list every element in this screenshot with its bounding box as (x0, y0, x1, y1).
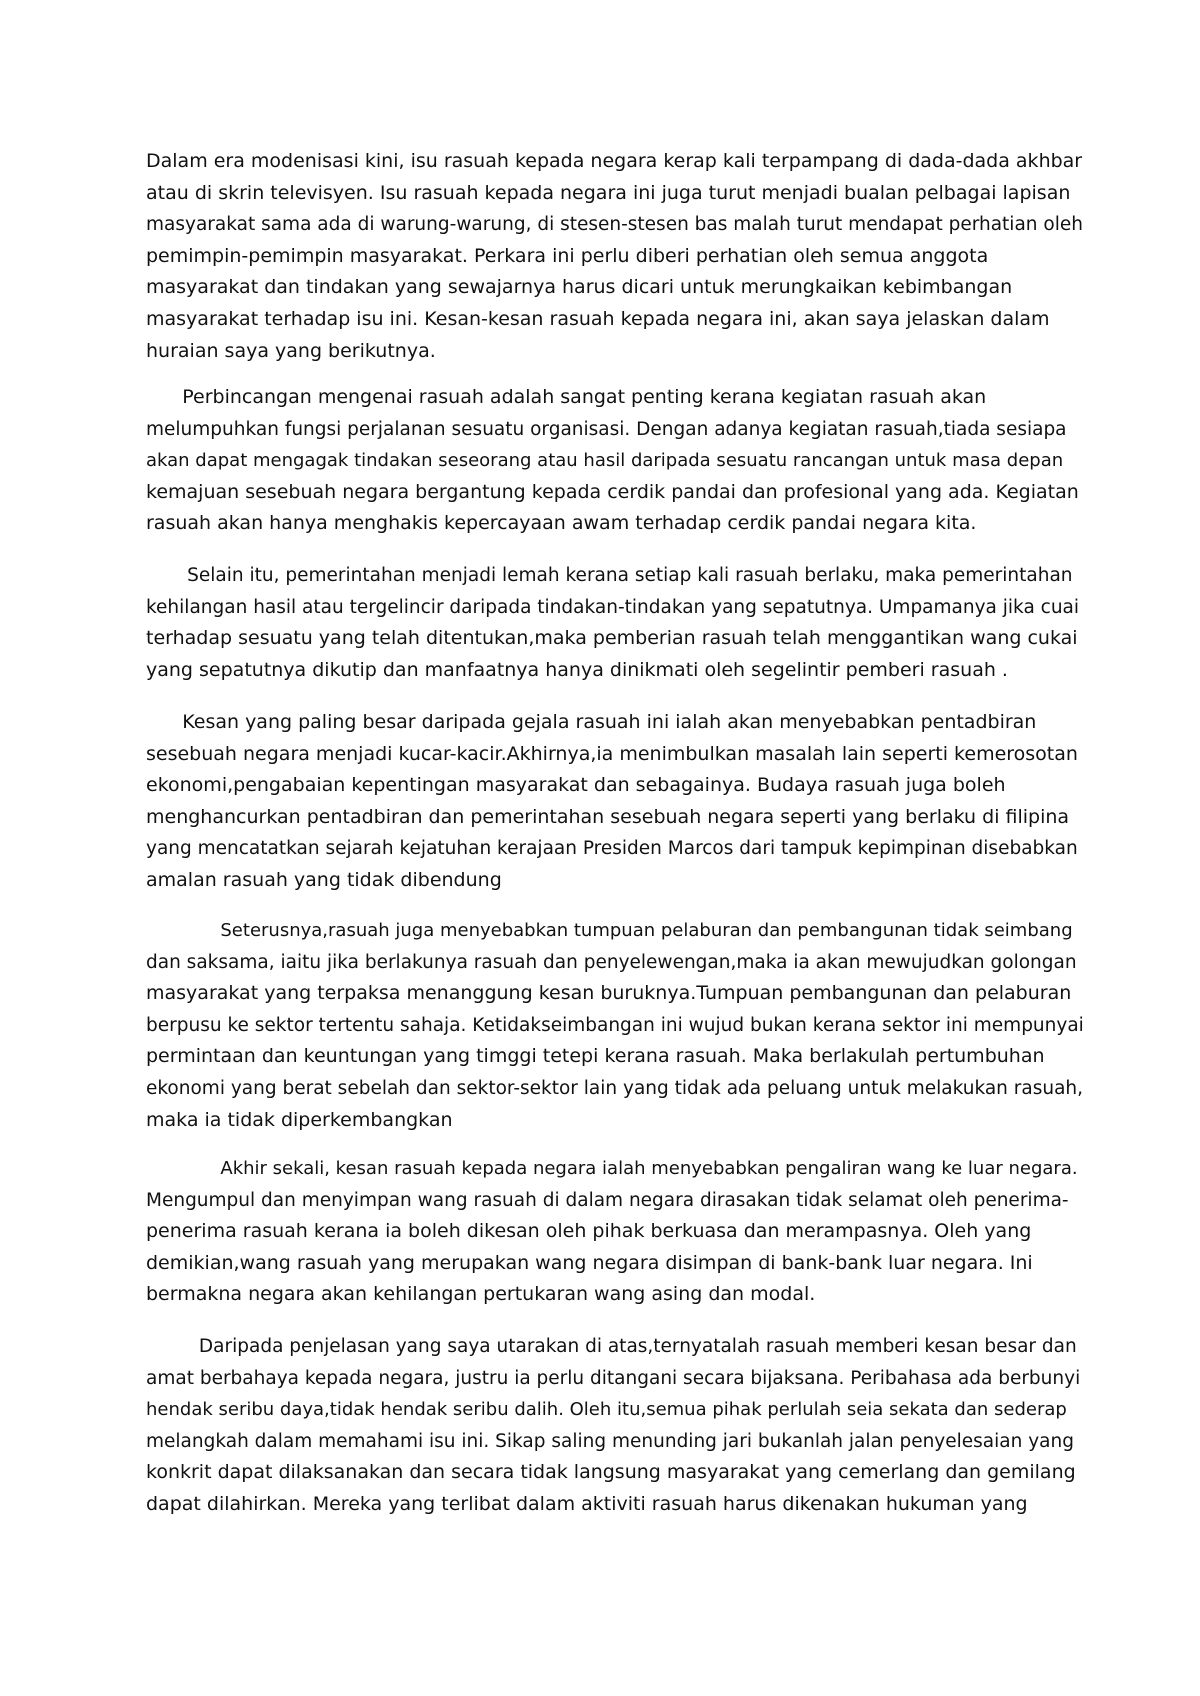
text-line: Mengumpul dan menyimpan wang rasuah di dalam negara dirasakan tidak selamat oleh penerima- (146, 1189, 1069, 1211)
text-line: kemajuan sesebuah negara bergantung kepada cerdik pandai dan profesional yang ada. Kegiatan (146, 480, 1079, 503)
text-line: kehilangan hasil atau tergelincir daripada tindakan-tindakan yang sepatutnya. Umpamanya jika cuai (146, 596, 1080, 618)
text-line: Perbincangan mengenai rasuah adalah sangat penting kerana kegiatan rasuah akan (146, 386, 987, 408)
text-line: konkrit dapat dilaksanakan dan secara tidak langsung masyarakat yang cemerlang dan gemilang (146, 1461, 1076, 1484)
text-line: amat berbahaya kepada negara, justru ia perlu ditangani secara bijaksana. Peribahasa ada berbunyi (146, 1367, 1081, 1389)
text-line: masyarakat terhadap isu ini. Kesan-kesan rasuah kepada negara ini, akan saya jelaskan dalam (146, 307, 1050, 330)
text-line: sesebuah negara menjadi kucar-kacir.Akhirnya,ia menimbulkan masalah lain seperti kemerosotan (146, 742, 1078, 765)
paragraph-government (146, 560, 1086, 686)
text-line: masyarakat sama ada di warung-warung, di stesen-stesen bas malah turut mendapat perhatian oleh (146, 214, 1083, 236)
text-line: berpusu ke sektor tertentu sahaja. Ketidakseimbangan ini wujud bukan kerana sektor ini mempunyai (146, 1014, 1084, 1036)
text-line: masyarakat yang terpaksa menanggung kesan buruknya.Tumpuan pembangunan dan pelaburan (146, 982, 1072, 1005)
text-line: amalan rasuah yang tidak dibendung (146, 868, 502, 891)
paragraph-intro (146, 146, 1086, 367)
paragraph-conclusion (146, 1331, 1086, 1521)
text-line: ekonomi,pengabaian kepentingan masyarakat dan sebagainya. Budaya rasuah juga boleh (146, 774, 1006, 797)
text-line: dan saksama, iaitu jika berlakunya rasuah dan penyelewengan,maka ia akan mewujudkan golongan (146, 951, 1077, 973)
text-line: Dalam era modenisasi kini, isu rasuah kepada negara kerap kali terpampang di dada-dada akhbar (146, 150, 1083, 172)
text-line: rasuah akan hanya menghakis kepercayaan awam terhadap cerdik pandai negara kita. (146, 512, 977, 535)
text-line: melumpuhkan fungsi perjalanan sesuatu organisasi. Dengan adanya kegiatan rasuah,tiada sesiapa (146, 418, 1067, 440)
text-line: yang sepatutnya dikutip dan manfaatnya hanya dinikmati oleh segelintir pemberi rasuah . (146, 658, 1008, 681)
text-line: akan dapat mengagak tindakan seseorang atau hasil daripada sesuatu rancangan untuk masa depan (146, 450, 1064, 472)
text-line: ekonomi yang berat sebelah dan sektor-sektor lain yang tidak ada peluang untuk melakukan rasuah, (146, 1077, 1084, 1099)
paragraph-administration (146, 707, 1086, 897)
text-line: Seterusnya,rasuah juga menyebabkan tumpuan pelaburan dan pembangunan tidak seimbang (146, 920, 1073, 941)
text-line: maka ia tidak diperkembangkan (146, 1108, 453, 1131)
text-line: atau di skrin televisyen. Isu rasuah kepada negara ini juga turut menjadi bualan pelbagai lapisan (146, 181, 1071, 204)
text-line: demikian,wang rasuah yang merupakan wang negara disimpan di bank-bank luar negara. Ini (146, 1251, 1033, 1274)
text-line: Selain itu, pemerintahan menjadi lemah kerana setiap kali rasuah berlaku, maka pemerintahan (146, 565, 1073, 586)
text-line: hendak seribu daya,tidak hendak seribu dalih. Oleh itu,semua pihak perlulah seia sekata dan sederap (146, 1399, 1067, 1421)
text-line: pemimpin-pemimpin masyarakat. Perkara ini perlu diberi perhatian oleh semua anggota (146, 244, 989, 267)
text-line: permintaan dan keuntungan yang timggi tetepi kerana rasuah. Maka berlakulah pertumbuhan (146, 1045, 1045, 1068)
text-line: Kesan yang paling besar daripada gejala rasuah ini ialah akan menyebabkan pentadbiran (146, 711, 1037, 733)
paragraph-investment (146, 915, 1086, 1136)
text-line: bermakna negara akan kehilangan pertukaran wang asing dan modal. (146, 1283, 816, 1306)
text-line: yang mencatatkan sejarah kejatuhan kerajaan Presiden Marcos dari tampuk kepimpinan disebabkan (146, 838, 1078, 860)
paragraph-importance (146, 382, 1086, 540)
text-line: masyarakat dan tindakan yang sewajarnya harus dicari untuk merungkaikan kebimbangan (146, 276, 1013, 299)
text-line: terhadap sesuatu yang telah ditentukan,maka pemberian rasuah telah menggantikan wang cukai (146, 627, 1078, 650)
text-line: melangkah dalam memahami isu ini. Sikap saling menunding jari bukanlah jalan penyelesaian yang (146, 1430, 1074, 1452)
text-line: Daripada penjelasan yang saya utarakan di atas,ternyatalah rasuah memberi kesan besar dan (146, 1336, 1077, 1357)
paragraph-capital-outflow (146, 1153, 1086, 1311)
text-line: Akhir sekali, kesan rasuah kepada negara ialah menyebabkan pengaliran wang ke luar negara. (146, 1158, 1078, 1179)
text-line: penerima rasuah kerana ia boleh dikesan oleh pihak berkuasa dan merampasnya. Oleh yang (146, 1220, 1032, 1243)
text-line: menghancurkan pentadbiran dan pemerintahan sesebuah negara seperti yang berlaku di filipina (146, 805, 1070, 828)
text-line: dapat dilahirkan. Mereka yang terlibat dalam aktiviti rasuah harus dikenakan hukuman yang (146, 1492, 1028, 1515)
text-line: huraian saya yang berikutnya. (146, 339, 436, 362)
